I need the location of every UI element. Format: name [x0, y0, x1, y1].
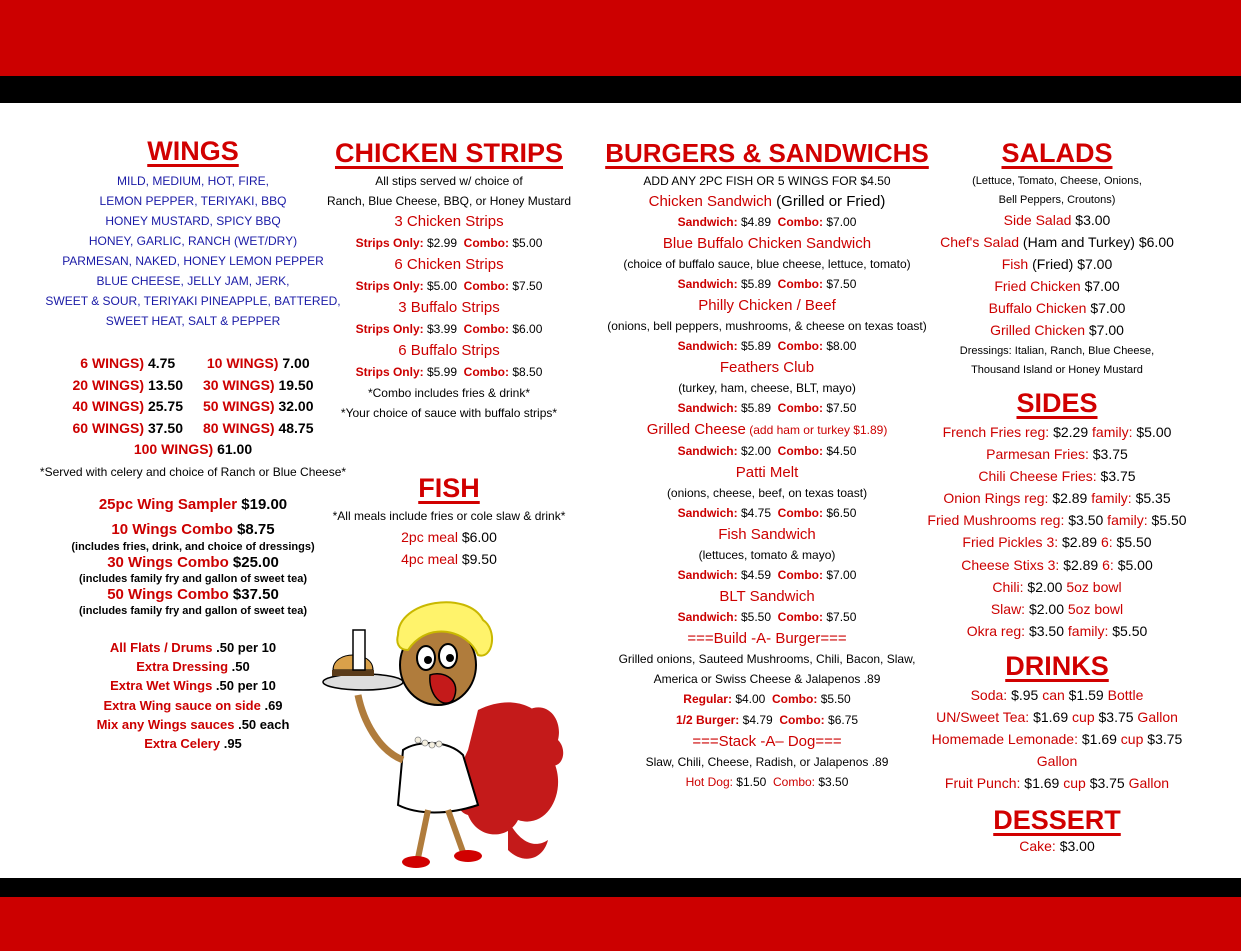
wings-section — [40, 135, 346, 753]
item-prices: Sandwich: $2.00 Combo: $4.50 — [677, 444, 857, 458]
strip-item — [318, 297, 580, 340]
wing-combo-50: 50 Wings Combo $37.50 — [107, 586, 279, 603]
side-item: Onion Rings reg: $2.89 family: $5.35 — [943, 490, 1171, 507]
item-desc: America or Swiss Cheese & Jalapenos .89 — [653, 672, 881, 686]
menu-item-stack-a-dog — [584, 731, 950, 792]
top-red-band — [0, 0, 1241, 76]
burgers-addon: ADD ANY 2PC FISH OR 5 WINGS FOR $4.50 — [643, 174, 891, 188]
drink-item: UN/Sweet Tea: $1.69 cup $3.75 Gallon — [936, 708, 1178, 725]
dessert-item: Cake: $3.00 — [1019, 837, 1095, 854]
strip-name: 6 Buffalo Strips — [398, 342, 500, 359]
salads-desc-2: Bell Peppers, Croutons) — [998, 194, 1116, 206]
flavor-line: PARMESAN, NAKED, HONEY LEMON PEPPER — [62, 254, 324, 268]
fish-note: *All meals include fries or cole slaw & drink* — [332, 509, 566, 523]
item-name: Chicken Sandwich — [648, 193, 773, 210]
item-name: Feathers Club — [719, 359, 815, 376]
bottom-black-band — [0, 878, 1241, 897]
salad-dressings-2: Thousand Island or Honey Mustard — [971, 364, 1143, 376]
fish-meal-2: 2pc meal $6.00 — [401, 529, 497, 545]
item-desc: Slaw, Chili, Cheese, Radish, or Jalapenos .89 — [645, 755, 889, 769]
wing-price-item: 40 WINGS) 25.75 — [72, 398, 183, 414]
strip-prices: Strips Only: $3.99 Combo: $6.00 — [355, 322, 543, 336]
strip-item — [318, 211, 580, 254]
salad-dressings-1: Dressings: Italian, Ranch, Blue Cheese, — [959, 345, 1155, 357]
extra-item: Extra Celery .95 — [144, 736, 242, 752]
drink-item: Fruit Punch: $1.69 cup $3.75 Gallon — [944, 774, 1170, 791]
sides-list — [914, 421, 1200, 642]
wing-combo-30: 30 Wings Combo $25.00 — [107, 554, 279, 571]
side-item: French Fries reg: $2.29 family: $5.00 — [942, 424, 1172, 440]
item-prices: Sandwich: $5.89 Combo: $7.50 — [677, 277, 857, 291]
extra-item: Mix any Wings sauces .50 each — [96, 716, 290, 732]
item-prices: Sandwich: $5.89 Combo: $7.50 — [677, 401, 857, 415]
wing-price-item: 20 WINGS) 13.50 — [72, 376, 183, 393]
strip-item — [318, 254, 580, 297]
wing-price-item: 60 WINGS) 37.50 — [72, 419, 183, 436]
fish-section — [318, 472, 580, 570]
strip-prices: Strips Only: $5.00 Combo: $7.50 — [355, 279, 543, 293]
strip-name: 3 Chicken Strips — [394, 213, 504, 230]
salads-title: SALADS — [1001, 138, 1113, 168]
menu-item-patti-melt — [584, 462, 950, 524]
wing-extras — [40, 638, 346, 753]
salad-item: Grilled Chicken $7.00 — [990, 322, 1124, 338]
top-black-band — [0, 76, 1241, 103]
side-item: Fried Mushrooms reg: $3.50 family: $5.50 — [927, 512, 1187, 529]
item-prices: Hot Dog: $1.50 Combo: $3.50 — [685, 775, 849, 789]
strips-title: CHICKEN STRIPS — [334, 138, 564, 168]
side-item: Cheese Stixs 3: $2.89 6: $5.00 — [961, 556, 1153, 573]
chicken-mascot-illustration — [318, 590, 578, 875]
item-prices: Sandwich: $5.50 Combo: $7.50 — [677, 610, 857, 624]
menu-item-blt — [584, 586, 950, 628]
strips-intro-2: Ranch, Blue Cheese, BBQ, or Honey Mustard — [326, 194, 572, 208]
item-desc: (lettuces, tomato & mayo) — [698, 548, 836, 562]
drink-item: Soda: $.95 can $1.59 Bottle — [970, 686, 1144, 703]
salad-item: Buffalo Chicken $7.00 — [988, 300, 1126, 316]
side-item: Slaw: $2.00 5oz bowl — [990, 600, 1124, 617]
strip-item — [318, 340, 580, 383]
strip-name: 6 Chicken Strips — [394, 256, 504, 273]
item-name: ===Build -A- Burger=== — [687, 630, 847, 647]
extra-item: Extra Wet Wings .50 per 10 — [110, 678, 276, 694]
item-name: Fish Sandwich — [718, 526, 816, 543]
strip-name: 3 Buffalo Strips — [398, 299, 500, 316]
item-name: BLT Sandwich — [719, 588, 815, 605]
wing-price-item: 10 WINGS) 7.00 — [206, 355, 310, 371]
wing-price-item: 30 WINGS) 19.50 — [203, 376, 314, 393]
burgers-section — [584, 137, 950, 792]
flavor-line: BLUE CHEESE, JELLY JAM, JERK, — [96, 274, 290, 288]
served-note: *Served with celery and choice of Ranch or Blue Cheese* — [39, 465, 347, 479]
burgers-title: BURGERS & SANDWICHS — [605, 138, 929, 168]
extra-item: All Flats / Drums .50 per 10 — [109, 640, 277, 655]
salad-item: Side Salad $3.00 — [1003, 212, 1111, 228]
item-desc: Grilled onions, Sauteed Mushrooms, Chili, Bacon, Slaw, — [618, 652, 916, 666]
drink-item: Homemade Lemonade: $1.69 cup $3.75 Gallon — [931, 730, 1183, 769]
item-prices: Sandwich: $4.89 Combo: $7.00 — [677, 215, 857, 229]
salad-item: Chef's Salad (Ham and Turkey) $6.00 — [940, 234, 1174, 250]
item-name: Grilled Cheese — [646, 421, 746, 438]
item-prices: Sandwich: $4.59 Combo: $7.00 — [677, 568, 857, 582]
item-desc: (onions, cheese, beef, on texas toast) — [666, 486, 868, 500]
item-desc: (choice of buffalo sauce, blue cheese, lettuce, tomato) — [623, 257, 911, 271]
side-item: Chili: $2.00 5oz bowl — [992, 578, 1122, 595]
strips-note-2: *Your choice of sauce with buffalo strips* — [340, 406, 558, 420]
wings-flavors — [40, 171, 346, 331]
salad-item: Fried Chicken $7.00 — [994, 278, 1120, 294]
strips-section — [318, 137, 580, 423]
dessert-title: DESSERT — [993, 804, 1121, 835]
wing-price-100: 100 WINGS) 61.00 — [133, 441, 253, 457]
flavor-line: SWEET & SOUR, TERIYAKI PINEAPPLE, BATTERED, — [45, 294, 341, 308]
right-column — [914, 137, 1200, 856]
sides-title: SIDES — [1016, 388, 1098, 418]
item-prices: Sandwich: $4.75 Combo: $6.50 — [677, 506, 857, 520]
wings-title: WINGS — [147, 136, 239, 166]
wing-combo-10: 10 Wings Combo $8.75 — [111, 521, 275, 538]
wing-sampler: 25pc Wing Sampler $19.00 — [98, 496, 288, 513]
salads-desc-1: (Lettuce, Tomato, Cheese, Onions, — [972, 175, 1142, 187]
menu-item-feathers-club — [584, 357, 950, 419]
item-addon: (add ham or turkey $1.89) — [745, 423, 888, 437]
item-desc: (onions, bell peppers, mushrooms, & cheese on texas toast) — [607, 319, 927, 333]
item-name: Blue Buffalo Chicken Sandwich — [662, 235, 872, 252]
item-prices: 1/2 Burger: $4.79 Combo: $6.75 — [675, 713, 859, 727]
flavor-line: SWEET HEAT, SALT & PEPPER — [105, 314, 281, 328]
item-name: ===Stack -A– Dog=== — [692, 733, 842, 750]
item-prices: Sandwich: $5.89 Combo: $8.00 — [677, 339, 857, 353]
salad-item: Fish (Fried) $7.00 — [1001, 256, 1113, 272]
item-suffix: (Grilled or Fried) — [772, 193, 886, 210]
extra-item: Extra Wing sauce on side .69 — [103, 697, 283, 713]
side-item: Chili Cheese Fries: $3.75 — [978, 468, 1136, 485]
wing-price-item: 80 WINGS) 48.75 — [203, 419, 314, 436]
wings-price-grid — [40, 353, 346, 439]
menu-item-blue-buffalo — [584, 233, 950, 295]
menu-item-fish-sandwich — [584, 524, 950, 586]
strip-prices: Strips Only: $2.99 Combo: $5.00 — [355, 236, 543, 250]
item-desc: (turkey, ham, cheese, BLT, mayo) — [678, 381, 856, 395]
side-item: Parmesan Fries: $3.75 — [986, 446, 1128, 463]
flavor-line: HONEY MUSTARD, SPICY BBQ — [105, 214, 281, 228]
wing-price-item: 50 WINGS) 32.00 — [203, 398, 314, 414]
strips-intro-1: All stips served w/ choice of — [375, 174, 523, 188]
menu-item-grilled-cheese — [584, 419, 950, 462]
combo-10-note: (includes fries, drink, and choice of dressings) — [71, 541, 315, 553]
wing-price-item: 6 WINGS) 4.75 — [80, 355, 176, 371]
strip-prices: Strips Only: $5.99 Combo: $8.50 — [355, 365, 543, 379]
combo-30-note: (includes family fry and gallon of sweet tea) — [79, 573, 307, 585]
fish-meal-4: 4pc meal $9.50 — [401, 551, 497, 567]
menu-item-build-a-burger — [584, 628, 950, 731]
menu-item-chicken-sandwich — [584, 191, 950, 233]
menu-item-philly — [584, 295, 950, 357]
fish-title: FISH — [418, 473, 480, 503]
extra-item: Extra Dressing .50 — [136, 659, 250, 675]
item-name: Philly Chicken / Beef — [698, 297, 836, 314]
flavor-line: MILD, MEDIUM, HOT, FIRE, — [116, 174, 269, 188]
side-item: Okra reg: $3.50 family: $5.50 — [966, 622, 1148, 639]
strips-note-1: *Combo includes fries & drink* — [367, 386, 531, 400]
flavor-line: LEMON PEPPER, TERIYAKI, BBQ — [99, 194, 287, 208]
bottom-red-band — [0, 897, 1241, 951]
item-name: Patti Melt — [735, 464, 799, 481]
side-item: Fried Pickles 3: $2.89 6: $5.50 — [962, 534, 1152, 551]
combo-50-note: (includes family fry and gallon of sweet tea) — [79, 605, 307, 617]
flavor-line: HONEY, GARLIC, RANCH (WET/DRY) — [88, 234, 298, 248]
drinks-list — [914, 684, 1200, 794]
drinks-title: DRINKS — [1005, 650, 1109, 681]
item-prices: Regular: $4.00 Combo: $5.50 — [683, 692, 851, 706]
